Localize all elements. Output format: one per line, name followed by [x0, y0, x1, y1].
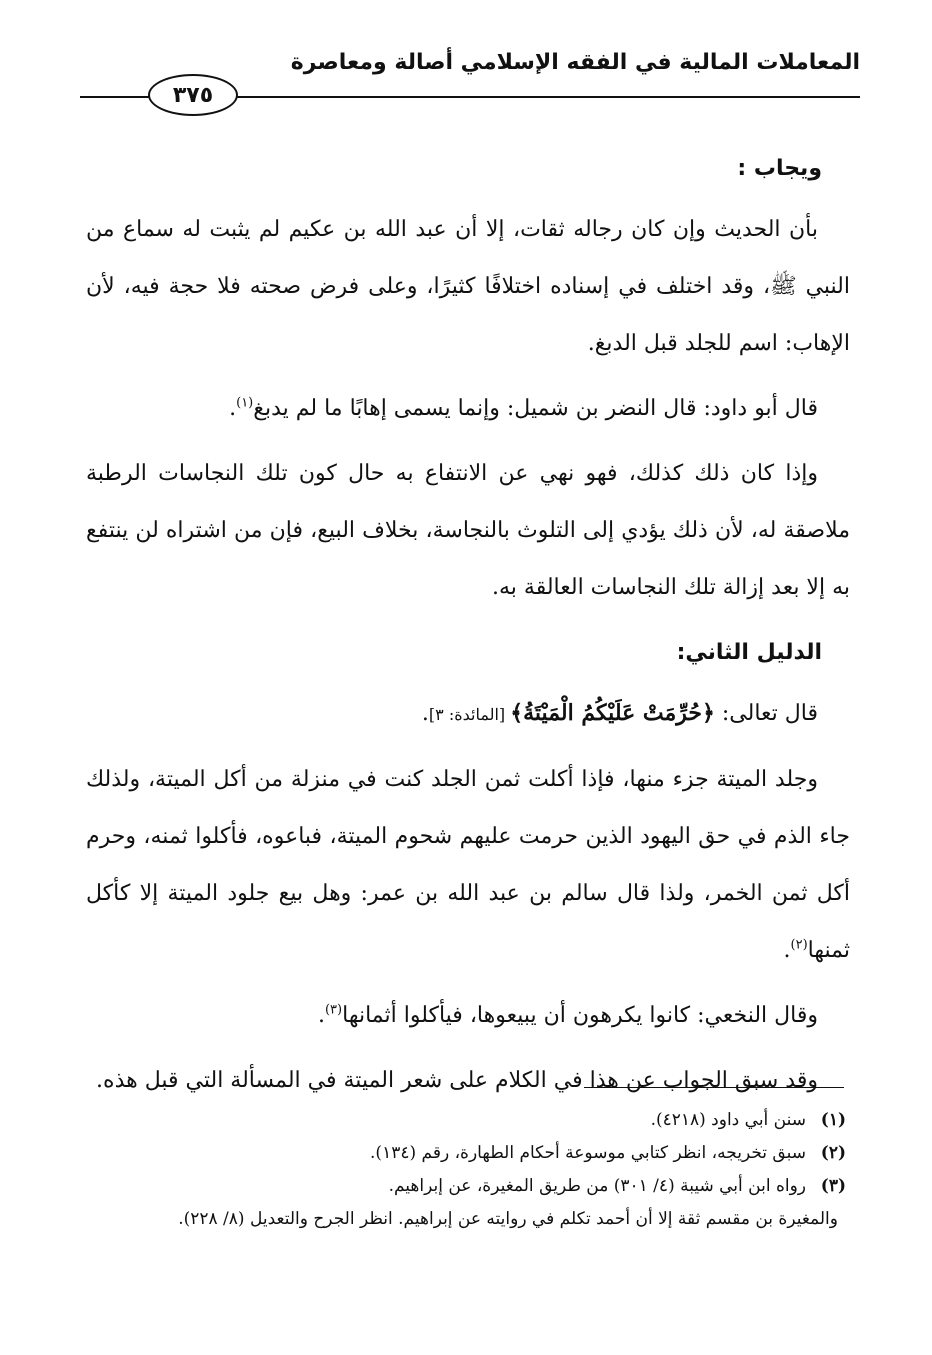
paragraph-4-end: . — [783, 938, 791, 963]
footnote-text: سنن أبي داود (٤٢١٨). — [650, 1110, 806, 1130]
page-number — [148, 74, 238, 116]
paragraph-4 — [86, 751, 850, 979]
footnote-ref-3: (٣) — [324, 1002, 343, 1018]
footnote-2 — [86, 1137, 846, 1170]
footnote-number: (٣) — [820, 1176, 846, 1196]
quran-citation — [86, 685, 850, 743]
second-evidence-heading: الدليل الثاني: — [676, 640, 822, 665]
paragraph-6: وقد سبق الجواب عن هذا في الكلام على شعر الميتة في المسألة التي قبل هذه. — [96, 1068, 818, 1093]
footnote-separator — [584, 1087, 844, 1088]
paragraph-2-text: قال أبو داود: قال النضر بن شميل: وإنما يسمى إهابًا ما لم يدبغ — [253, 396, 818, 421]
paragraph-1: بأن الحديث وإن كان رجاله ثقات، إلا أن عبد الله بن عكيم لم يثبت له سماع من النبي ﷺ، وقد اختلف في إسناده اختلافًا كثيرًا، وعلى فرض صحته فلا حجة فيه، لأن الإهاب: اسم للجلد قبل الدبغ. — [86, 217, 850, 356]
page-number-label: ٣٧٥ — [172, 82, 214, 108]
footnote-number: (٢) — [820, 1143, 846, 1163]
quran-reference: [المائدة: ٣] — [428, 705, 511, 724]
quran-intro: قال تعالى: — [714, 701, 818, 726]
footnote-text: سبق تخريجه، انظر كتابي موسوعة أحكام الطهارة، رقم (١٣٤). — [370, 1143, 806, 1163]
paragraph-5-end: . — [317, 1003, 325, 1028]
running-title: المعاملات المالية في الفقه الإسلامي أصالة ومعاصرة — [290, 50, 860, 75]
paragraph-4-text: وجلد الميتة جزء منها، فإذا أكلت ثمن الجلد كنت في منزلة من أكل الميتة، ولذلك جاء الذم في حق اليهود الذين حرمت عليهم شحوم الميتة، فباعوه، فأكلوا ثمنه، وحرم أكل ثمن الخمر، ولذا قال سالم بن عبد الله بن عمر: وهل بيع جلود الميتة إلا كأكل ثمنها — [86, 767, 850, 963]
quran-verse: ﴿حُرِّمَتْ عَلَيْكُمُ الْمَيْتَةُ﴾ — [510, 700, 715, 726]
footnote-number: (١) — [820, 1110, 846, 1130]
response-heading: ويجاب : — [737, 156, 822, 181]
main-text — [86, 140, 850, 1117]
footnote-ref-1: (١) — [236, 395, 254, 411]
quran-end: . — [421, 701, 429, 726]
footnote-1 — [86, 1104, 846, 1137]
paragraph-5-text: وقال النخعي: كانوا يكرهون أن يبيعوها، فيأكلوا أثمانها — [342, 1003, 818, 1028]
footnote-ref-2: (٢) — [790, 937, 808, 953]
footnote-3 — [86, 1170, 846, 1203]
paragraph-2 — [86, 380, 850, 437]
paragraph-2-end: . — [229, 396, 237, 421]
footnote-text: رواه ابن أبي شيبة (٤/ ٣٠١) من طريق المغيرة، عن إبراهيم. — [388, 1176, 806, 1196]
footnote-3-continuation: والمغيرة بن مقسم ثقة إلا أن أحمد تكلم في روايته عن إبراهيم. انظر الجرح والتعديل (٨/ ٢٢٨). — [178, 1209, 838, 1229]
footnotes — [86, 1104, 846, 1236]
paragraph-5 — [86, 987, 850, 1044]
paragraph-3: وإذا كان ذلك كذلك، فهو نهي عن الانتفاع به حال كون تلك النجاسات الرطبة ملاصقة له، لأن ذلك يؤدي إلى التلوث بالنجاسة، بخلاف البيع، فإن من اشتراه لن ينتفع به إلا بعد إزالة تلك النجاسات العالقة به. — [86, 461, 850, 600]
